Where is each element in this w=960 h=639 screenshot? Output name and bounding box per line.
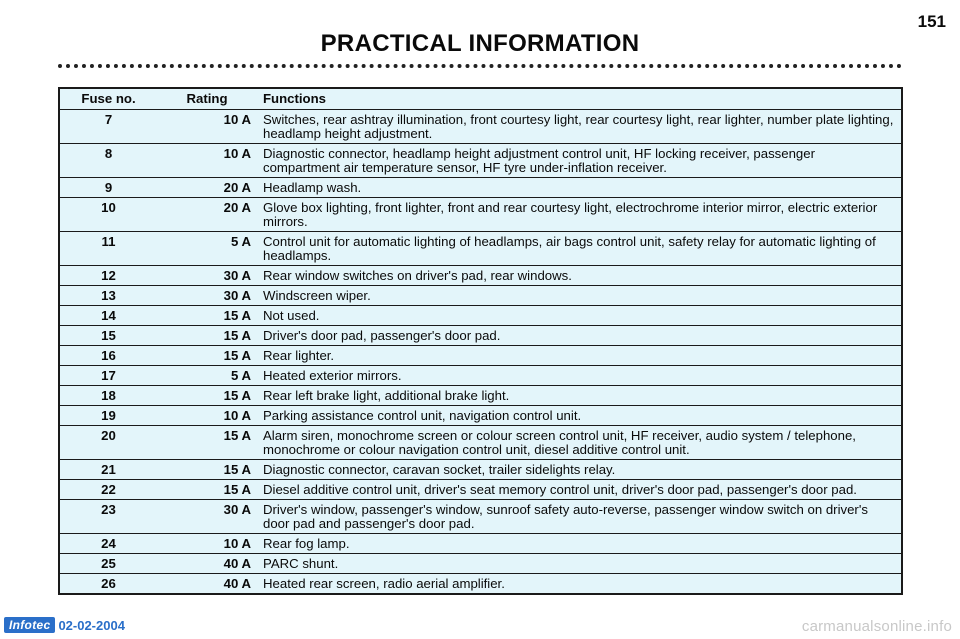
rating-cell: 15 A (157, 460, 257, 480)
fuse-number-cell: 26 (59, 574, 157, 595)
fuse-number-cell: 15 (59, 326, 157, 346)
footer-date: 02-02-2004 (58, 617, 125, 633)
table-row (59, 574, 902, 595)
functions-cell: Not used. (257, 306, 902, 326)
table-row (59, 534, 902, 554)
table-row (59, 406, 902, 426)
functions-cell: Control unit for automatic lighting of headlamps, air bags control unit, safety relay for automatic lighting of headlamps. (257, 232, 902, 266)
watermark: carmanualsonline.info (801, 618, 952, 635)
table-row (59, 326, 902, 346)
rating-cell: 15 A (157, 306, 257, 326)
functions-cell: Parking assistance control unit, navigation control unit. (257, 406, 902, 426)
functions-cell: Headlamp wash. (257, 178, 902, 198)
functions-cell: Rear fog lamp. (257, 534, 902, 554)
table-row (59, 386, 902, 406)
fuse-number-cell: 13 (59, 286, 157, 306)
fuse-number-cell: 16 (59, 346, 157, 366)
rating-cell: 10 A (157, 534, 257, 554)
fuse-number-cell: 7 (104, 112, 113, 127)
table-row (59, 198, 902, 232)
table-row (59, 366, 902, 386)
rating-cell: 5 A (157, 232, 257, 266)
table-row (59, 286, 902, 306)
table-row (59, 144, 902, 178)
rating-cell: 15 A (157, 326, 257, 346)
table-row (59, 110, 902, 144)
fuse-number-cell: 10 (59, 198, 157, 232)
table-row (59, 306, 902, 326)
header-fuse-no: Fuse no. (59, 88, 157, 110)
functions-cell: Windscreen wiper. (257, 286, 902, 306)
functions-cell: Glove box lighting, front lighter, front and rear courtesy light, electrochrome interior mirror, electric exterior mirrors. (257, 198, 902, 232)
rating-cell: 10 A (157, 144, 257, 178)
rating-cell: 15 A (157, 386, 257, 406)
functions-cell: Driver's window, passenger's window, sunroof safety auto-reverse, passenger window switch on driver's door pad and passenger's door pad. (257, 500, 902, 534)
table-row (59, 500, 902, 534)
fuse-number-cell: 17 (59, 366, 157, 386)
functions-cell: Driver's door pad, passenger's door pad. (257, 326, 902, 346)
fuse-number-cell: 22 (59, 480, 157, 500)
page-number: 151 (917, 12, 946, 31)
table-row (59, 178, 902, 198)
functions-cell: PARC shunt. (257, 554, 902, 574)
fuse-number-cell: 25 (59, 554, 157, 574)
functions-cell: Heated exterior mirrors. (257, 366, 902, 386)
fuse-number-cell: 11 (59, 232, 157, 266)
table-row (59, 554, 902, 574)
rating-cell: 40 A (157, 554, 257, 574)
fuse-number-cell: 19 (59, 406, 157, 426)
fuse-number-cell: 14 (59, 306, 157, 326)
rating-cell: 30 A (157, 266, 257, 286)
table-header-row (59, 88, 902, 110)
functions-cell: Alarm siren, monochrome screen or colour screen control unit, HF receiver, audio system / telephone, monochrome or colour navigation control unit, diesel additive control unit. (257, 426, 902, 460)
rating-cell: 20 A (157, 178, 257, 198)
functions-cell: Heated rear screen, radio aerial amplifier. (257, 574, 902, 595)
rating-cell: 30 A (157, 500, 257, 534)
functions-cell: Diesel additive control unit, driver's seat memory control unit, driver's door pad, passenger's door pad. (257, 480, 902, 500)
rating-cell: 15 A (157, 426, 257, 460)
fuse-number-cell: 8 (59, 144, 157, 178)
functions-cell: Rear left brake light, additional brake light. (257, 386, 902, 406)
infotec-logo: Infotec (4, 617, 55, 633)
table-row (59, 480, 902, 500)
fuse-number-cell: 21 (59, 460, 157, 480)
fuse-table (58, 87, 903, 595)
rating-cell: 15 A (157, 480, 257, 500)
fuse-number-cell: 23 (59, 500, 157, 534)
rating-cell: 10 A (223, 112, 251, 127)
rating-cell: 10 A (157, 406, 257, 426)
fuse-number-cell: 12 (59, 266, 157, 286)
table-row (59, 346, 902, 366)
header-rating: Rating (157, 88, 257, 110)
fuse-number-cell: 9 (59, 178, 157, 198)
rating-cell: 5 A (157, 366, 257, 386)
fuse-number-cell: 24 (59, 534, 157, 554)
fuse-number-cell: 18 (59, 386, 157, 406)
functions-cell: Diagnostic connector, headlamp height adjustment control unit, HF locking receiver, passenger compartment air temperature sensor, HF tyre under-inflation receiver. (257, 144, 902, 178)
table-row (59, 460, 902, 480)
fuse-number-cell: 20 (59, 426, 157, 460)
functions-cell: Switches, rear ashtray illumination, front courtesy light, rear courtesy light, rear lighter, number plate lighting, headlamp height adjustment. (263, 112, 894, 141)
functions-cell: Diagnostic connector, caravan socket, trailer sidelights relay. (257, 460, 902, 480)
rating-cell: 20 A (157, 198, 257, 232)
table-row (59, 266, 902, 286)
page-title: PRACTICAL INFORMATION (320, 30, 640, 57)
rating-cell: 15 A (157, 346, 257, 366)
rating-cell: 40 A (157, 574, 257, 595)
functions-cell: Rear lighter. (257, 346, 902, 366)
table-row (59, 232, 902, 266)
rating-cell: 30 A (157, 286, 257, 306)
functions-cell: Rear window switches on driver's pad, rear windows. (257, 266, 902, 286)
dotted-divider (58, 64, 902, 68)
header-functions: Functions (257, 88, 902, 110)
table-row (59, 426, 902, 460)
fuse-table-body (59, 110, 902, 595)
footer (4, 617, 125, 633)
